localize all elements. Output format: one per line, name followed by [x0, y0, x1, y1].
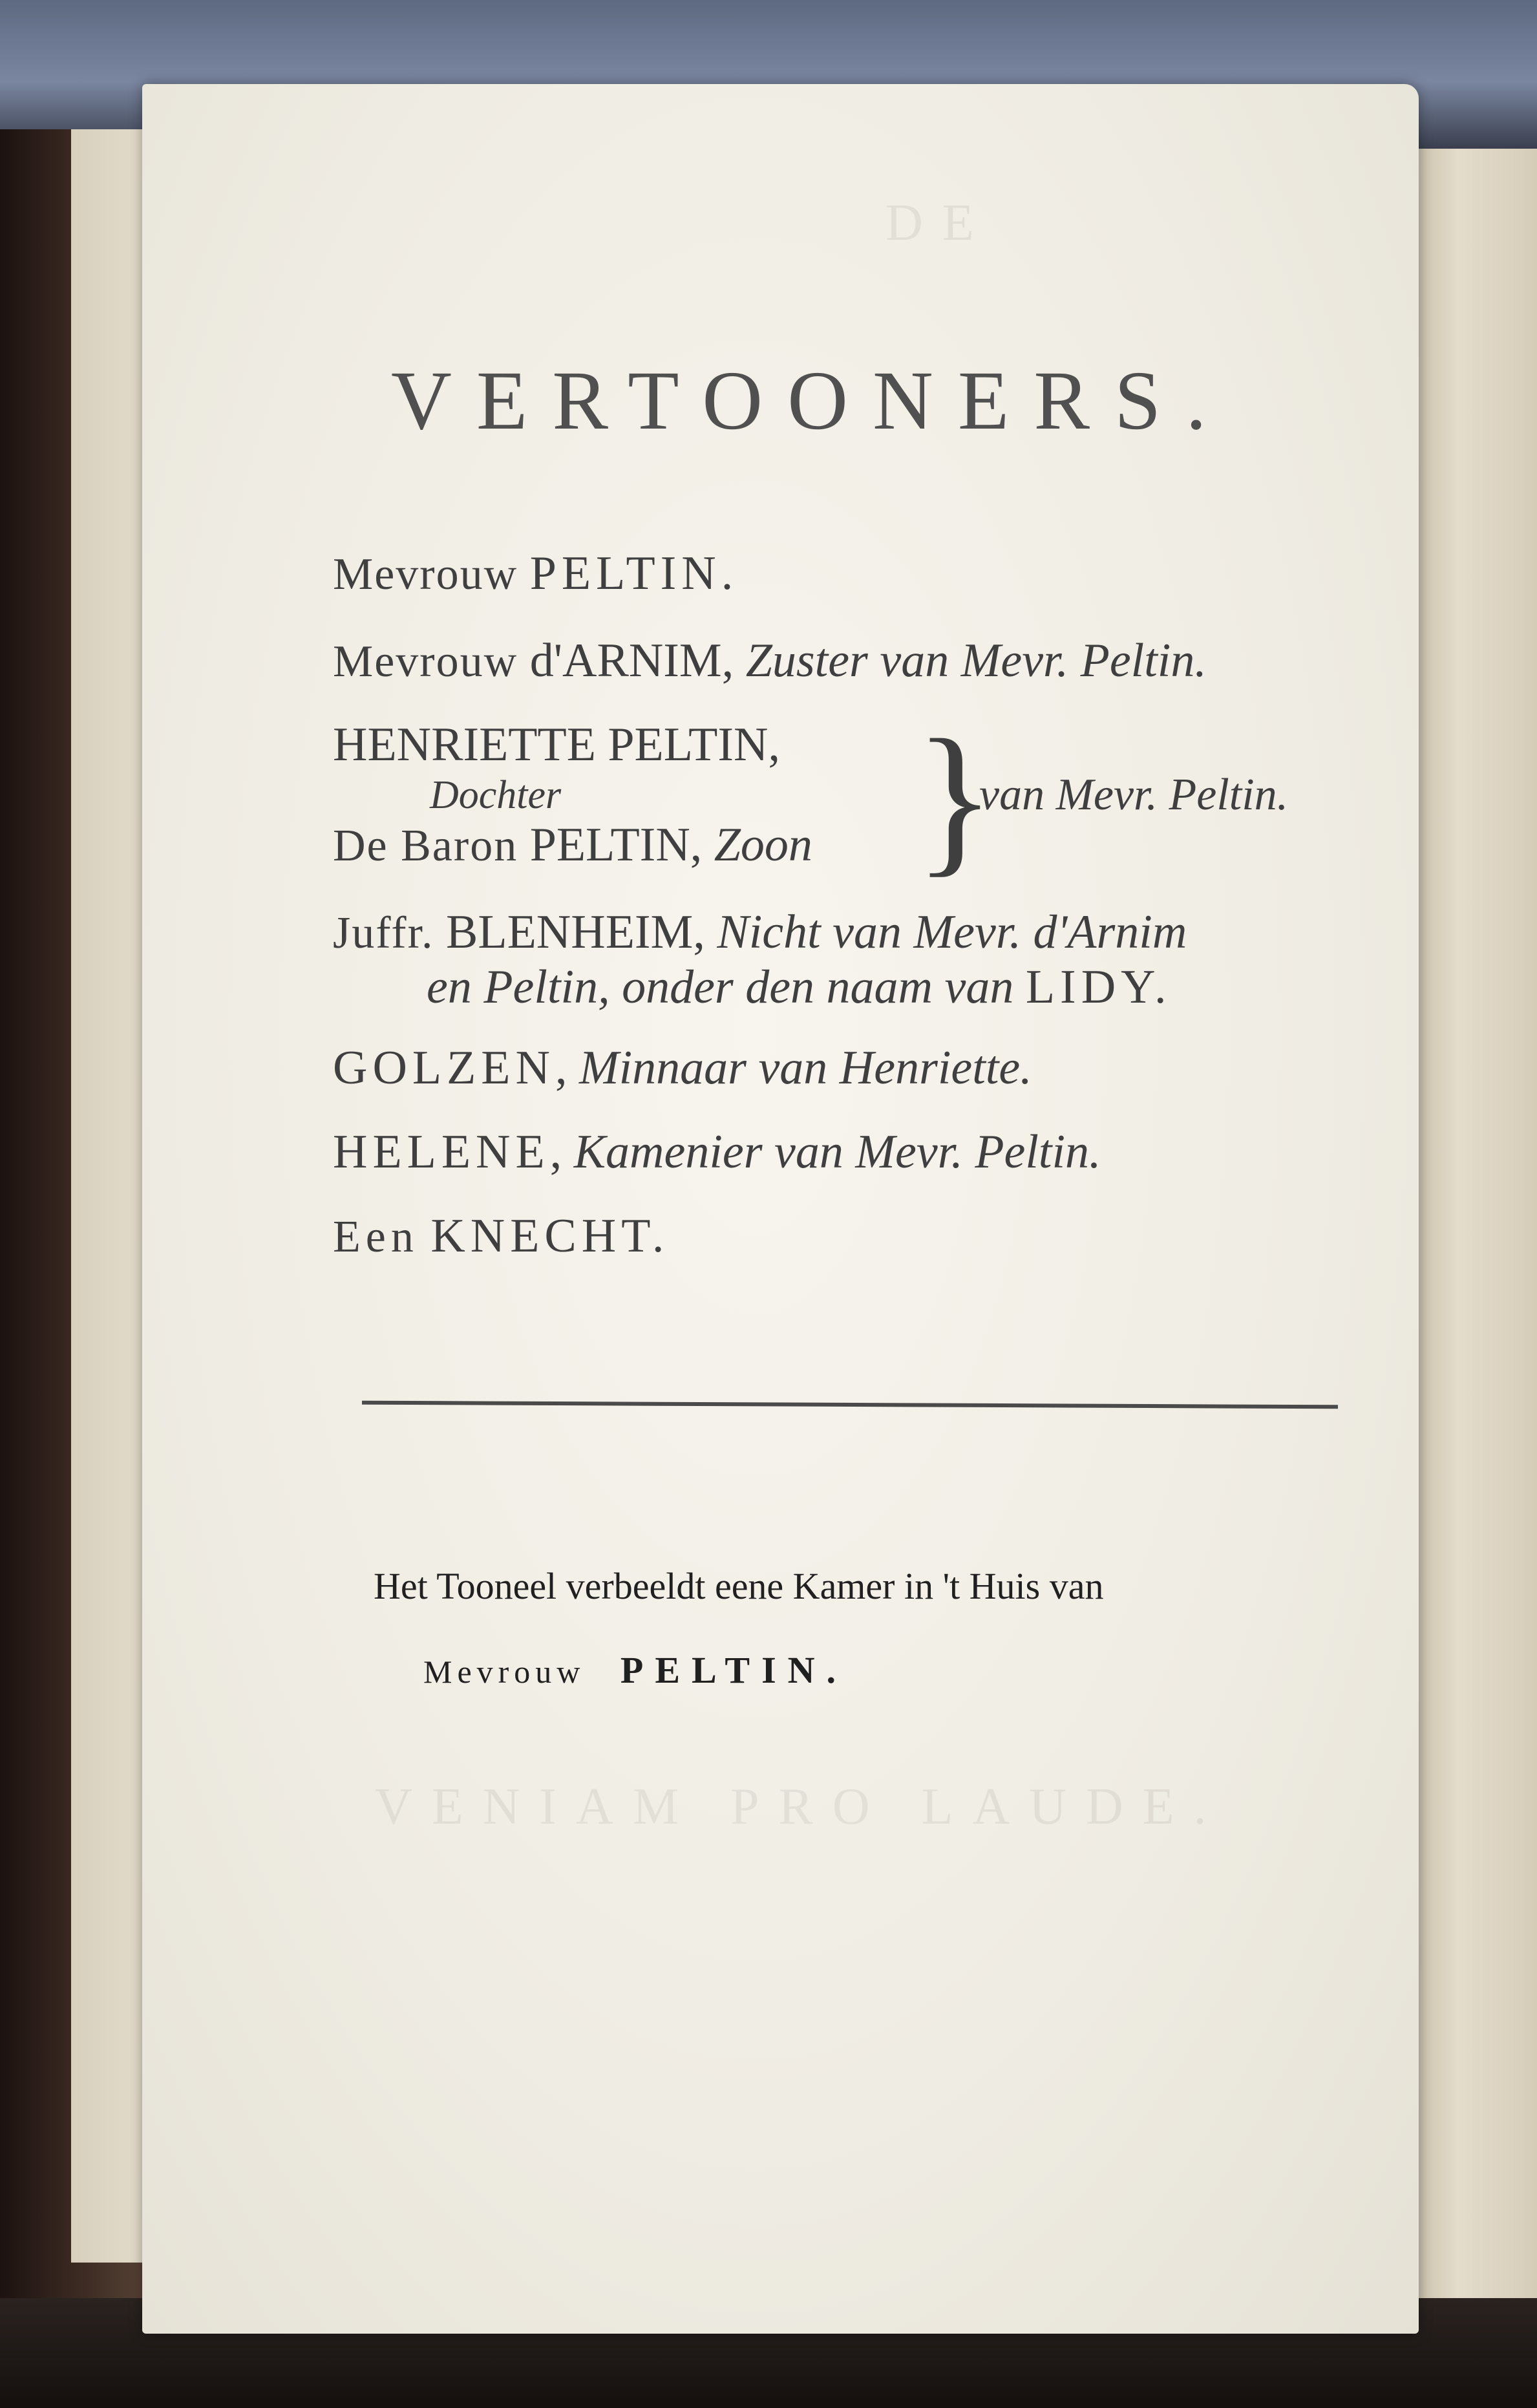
cast-alias: LIDY. — [1025, 961, 1172, 1014]
cast-relation: Zoon — [714, 818, 812, 871]
cast-prefix: Een — [333, 1212, 419, 1262]
cast-entry-golzen — [333, 1041, 1032, 1096]
separator: , — [549, 1125, 562, 1178]
cast-entry-mevrouw-darnim — [333, 634, 1207, 688]
cast-entry-blenheim — [333, 905, 1187, 960]
cast-name: KNECHT. — [430, 1209, 670, 1263]
separator: , — [555, 1041, 567, 1094]
cast-name: d'ARNIM — [529, 634, 722, 687]
cast-description: Zuster van Mevr. Peltin. — [745, 634, 1207, 687]
cast-prefix: Mevrouw — [333, 637, 518, 687]
cast-entry-mevrouw-peltin — [333, 546, 738, 601]
cast-prefix: De Baron — [333, 821, 518, 871]
bleed-through-text: VENIAM PRO LAUDE. — [375, 1778, 1226, 1835]
cast-prefix: Juffr. — [333, 908, 434, 958]
cast-relation-dochter: Dochter — [430, 773, 562, 817]
scene-description: Het Tooneel verbeeldt eene Kamer in 't Huis van — [374, 1565, 1104, 1607]
cast-description: Nicht van Mevr. d'Arnim — [717, 906, 1187, 959]
cast-description: en Peltin, onder den naam van — [427, 961, 1014, 1014]
facing-page — [1415, 149, 1537, 2334]
cast-entry-knecht — [333, 1209, 669, 1264]
separator: , — [690, 818, 703, 871]
cast-name: PELTIN — [529, 818, 690, 871]
cast-name: HENRIETTE PELTIN, — [333, 718, 780, 771]
grouping-brace: } — [915, 705, 995, 891]
cast-name: GOLZEN — [333, 1041, 555, 1094]
cast-description: Kamenier van Mevr. Peltin. — [573, 1125, 1101, 1178]
cast-entry-blenheim-cont — [427, 960, 1172, 1015]
scene-name: PELTIN. — [620, 1649, 848, 1691]
bleed-through-text: DE — [885, 195, 993, 251]
separator: , — [693, 906, 705, 959]
cast-entry-henriette — [333, 718, 780, 772]
cast-prefix: Mevrouw — [333, 549, 518, 599]
cast-name: BLENHEIM — [446, 906, 694, 959]
cast-description: Minnaar van Henriette. — [578, 1041, 1032, 1094]
cast-name: PELTIN. — [529, 547, 739, 600]
cast-entry-baron — [333, 818, 812, 873]
scene-prefix: Mevrouw — [423, 1654, 586, 1690]
cast-name: HELENE — [333, 1125, 550, 1178]
separator: , — [721, 634, 734, 687]
page-title: VERTOONERS. — [391, 354, 1231, 447]
cast-entry-helene — [333, 1125, 1101, 1180]
group-description: van Mevr. Peltin. — [979, 770, 1289, 820]
scene-location — [423, 1648, 847, 1692]
